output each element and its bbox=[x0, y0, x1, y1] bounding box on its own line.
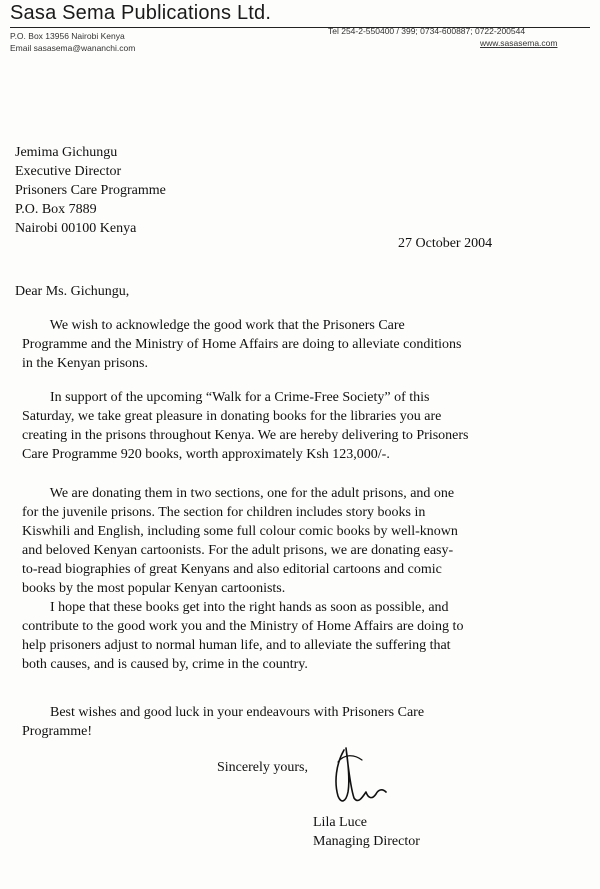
paragraph-line: Programme! bbox=[22, 724, 92, 739]
handwritten-signature bbox=[332, 742, 392, 806]
letter-date: 27 October 2004 bbox=[398, 236, 493, 251]
signer-name: Lila Luce bbox=[313, 815, 368, 830]
paragraph-wishes bbox=[22, 703, 424, 741]
paragraph-line: We wish to acknowledge the good work that the Prisoners Care bbox=[22, 318, 405, 333]
paragraph-line: creating in the prisons throughout Kenya. We are hereby delivering to Prisoners bbox=[22, 428, 469, 443]
paragraph-line: both causes, and is caused by, crime in the country. bbox=[22, 657, 308, 672]
paragraph-acknowledgement bbox=[22, 316, 461, 373]
paragraph-line: books by the most popular Kenyan cartoonists. bbox=[22, 581, 286, 596]
signer-title: Managing Director bbox=[313, 834, 420, 849]
paragraph-line: contribute to the good work you and the Ministry of Home Affairs are doing to bbox=[22, 619, 464, 634]
letterhead-telephone: Tel 254-2-550400 / 399; 0734-600887; 0722-200544 bbox=[328, 26, 526, 36]
recipient-address bbox=[15, 143, 166, 238]
letterhead-pobox: P.O. Box 13956 Nairobi Kenya bbox=[10, 31, 125, 41]
paragraph-line: Saturday, we take great pleasure in donating books for the libraries you are bbox=[22, 409, 442, 424]
paragraph-line: Care Programme 920 books, worth approximately Ksh 123,000/-. bbox=[22, 447, 390, 462]
paragraph-line: In support of the upcoming “Walk for a Crime-Free Society” of this bbox=[22, 390, 430, 405]
closing: Sincerely yours, bbox=[217, 760, 308, 775]
recipient-line: Prisoners Care Programme bbox=[15, 183, 166, 198]
paragraph-donation bbox=[22, 388, 469, 464]
paragraph-line: We are donating them in two sections, one for the adult prisons, and one bbox=[22, 486, 455, 501]
paragraph-sections bbox=[22, 484, 458, 598]
letterhead-website: www.sasasema.com bbox=[480, 38, 558, 48]
letterhead-company-name: Sasa Sema Publications Ltd. bbox=[10, 2, 272, 24]
recipient-line: Nairobi 00100 Kenya bbox=[15, 221, 137, 236]
paragraph-line: help prisoners adjust to normal human life, and to alleviate the suffering that bbox=[22, 638, 451, 653]
recipient-line: Jemima Gichungu bbox=[15, 145, 118, 160]
letterhead-email: Email sasasema@wananchi.com bbox=[10, 43, 136, 53]
paragraph-line: to-read biographies of great Kenyans and also editorial cartoons and comic bbox=[22, 562, 442, 577]
paragraph-hope bbox=[22, 598, 463, 674]
paragraph-line: and beloved Kenyan cartoonists. For the adult prisons, we are donating easy- bbox=[22, 543, 454, 558]
recipient-line: Executive Director bbox=[15, 164, 122, 179]
paragraph-line: Best wishes and good luck in your endeavours with Prisoners Care bbox=[22, 705, 425, 720]
paragraph-line: for the juvenile prisons. The section for children includes story books in bbox=[22, 505, 426, 520]
recipient-line: P.O. Box 7889 bbox=[15, 202, 97, 217]
paragraph-line: Programme and the Ministry of Home Affairs are doing to alleviate conditions bbox=[22, 337, 462, 352]
paragraph-line: Kiswhili and English, including some full colour comic books by well-known bbox=[22, 524, 458, 539]
salutation: Dear Ms. Gichungu, bbox=[15, 284, 130, 299]
paragraph-line: I hope that these books get into the right hands as soon as possible, and bbox=[22, 600, 449, 615]
paragraph-line: in the Kenyan prisons. bbox=[22, 356, 148, 371]
